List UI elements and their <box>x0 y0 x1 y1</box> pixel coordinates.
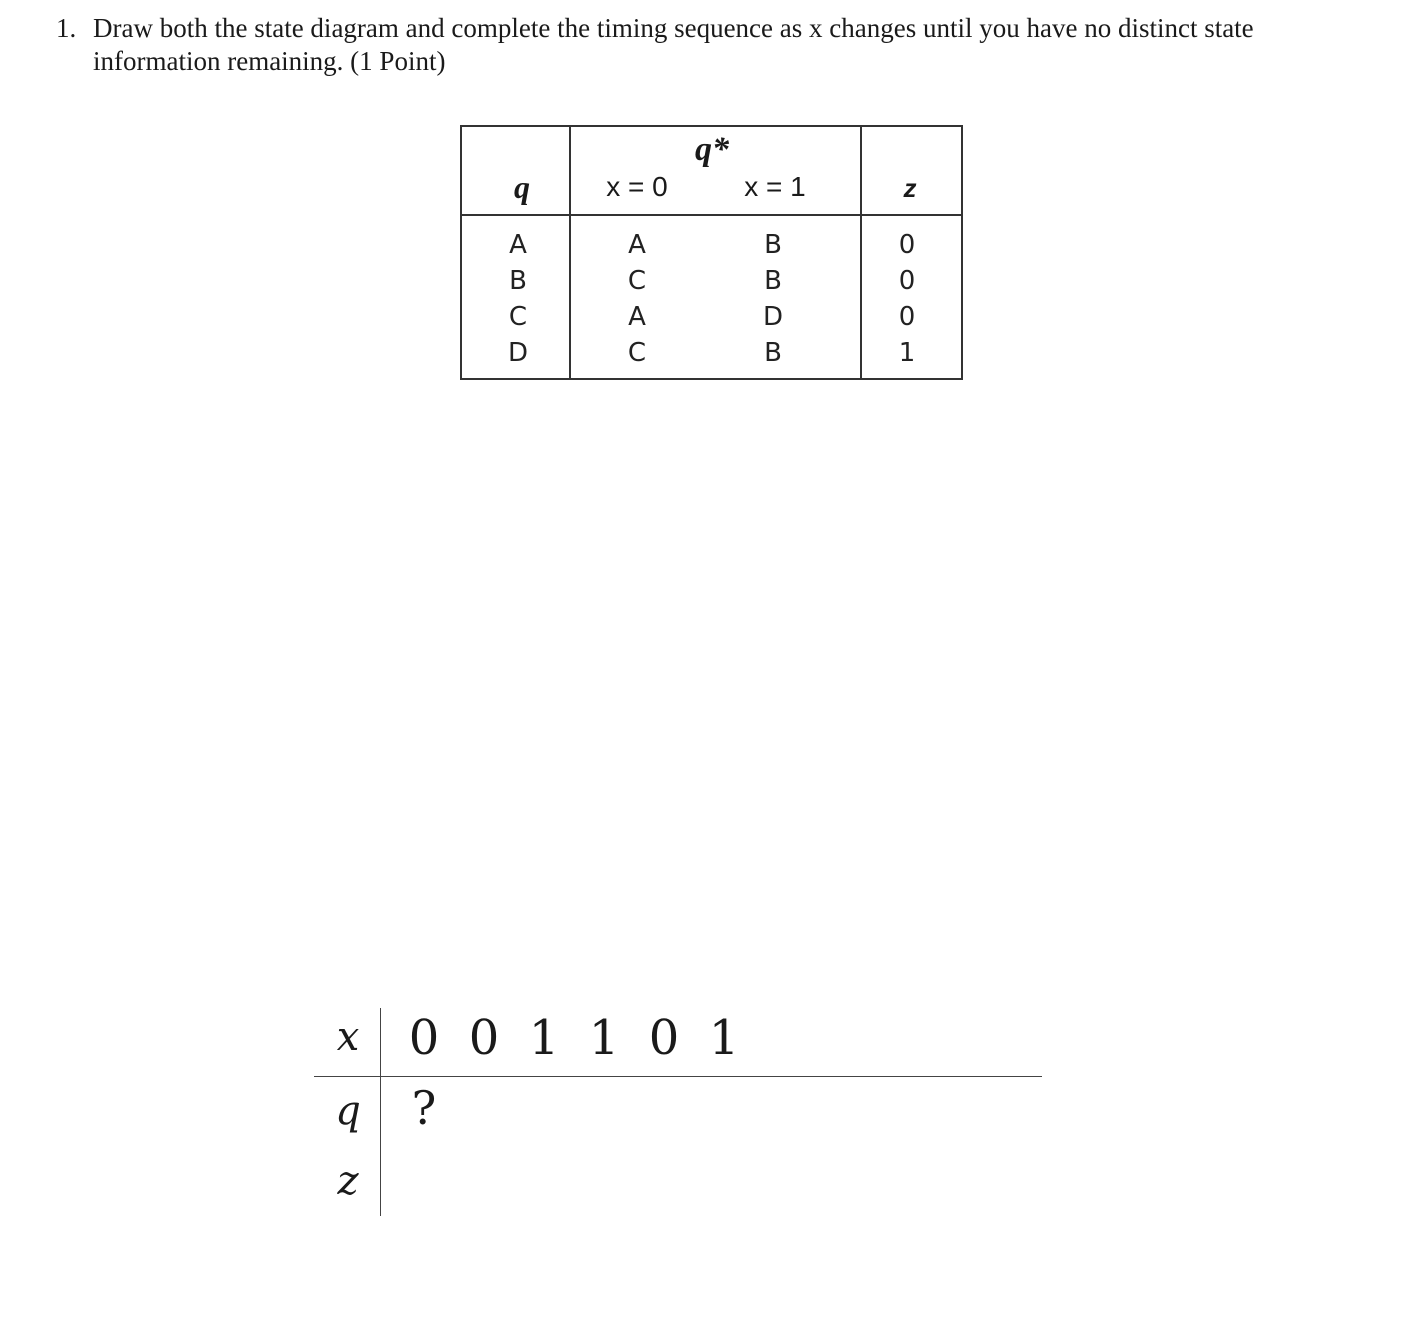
table-cell: C <box>508 302 528 332</box>
current-state-column <box>488 227 548 371</box>
next-state-x1-column <box>743 227 803 371</box>
q-initial-value: ? <box>411 1081 437 1135</box>
x-value: 1 <box>588 1010 620 1066</box>
table-divider <box>860 127 862 378</box>
table-cell: B <box>509 266 527 296</box>
table-cell: D <box>762 302 784 332</box>
x-value: 1 <box>708 1010 740 1066</box>
table-header-rule <box>462 214 961 216</box>
x-value: 0 <box>648 1010 680 1066</box>
timing-label-divider <box>380 1008 381 1216</box>
current-state-header: q <box>514 169 530 205</box>
question-number: 1. <box>56 13 77 43</box>
table-cell: B <box>764 338 782 368</box>
x1-header: x = 1 <box>744 171 806 202</box>
next-state-x0-column <box>607 227 667 371</box>
output-header: z <box>903 173 917 203</box>
table-cell: 0 <box>898 230 916 260</box>
x-value: 0 <box>468 1010 500 1066</box>
x-value: 1 <box>528 1010 560 1066</box>
table-cell: B <box>764 230 782 260</box>
x-input-sequence <box>394 1010 754 1066</box>
table-cell: A <box>628 302 646 332</box>
table-cell: C <box>627 338 647 368</box>
table-cell: D <box>507 338 529 368</box>
timing-header-rule <box>314 1076 1042 1077</box>
table-cell: 0 <box>898 266 916 296</box>
z-row-label: z <box>337 1158 359 1204</box>
output-column <box>877 227 937 371</box>
x-row-label: x <box>336 1014 360 1060</box>
table-cell: 1 <box>898 338 916 368</box>
table-cell: C <box>627 266 647 296</box>
q-row-label: q <box>335 1088 361 1134</box>
table-cell: A <box>509 230 527 260</box>
table-cell: A <box>628 230 646 260</box>
timing-sequence <box>314 1000 1044 1220</box>
question-text: Draw both the state diagram and complete the timing sequence as x changes until you have no distinct state information remaining. (1 Point) <box>93 13 1254 76</box>
state-table <box>460 125 963 380</box>
table-cell: B <box>764 266 782 296</box>
next-state-header: q* <box>695 131 729 168</box>
x0-header: x = 0 <box>606 171 668 202</box>
table-divider <box>569 127 571 378</box>
x-value: 0 <box>408 1010 440 1066</box>
table-cell: 0 <box>898 302 916 332</box>
